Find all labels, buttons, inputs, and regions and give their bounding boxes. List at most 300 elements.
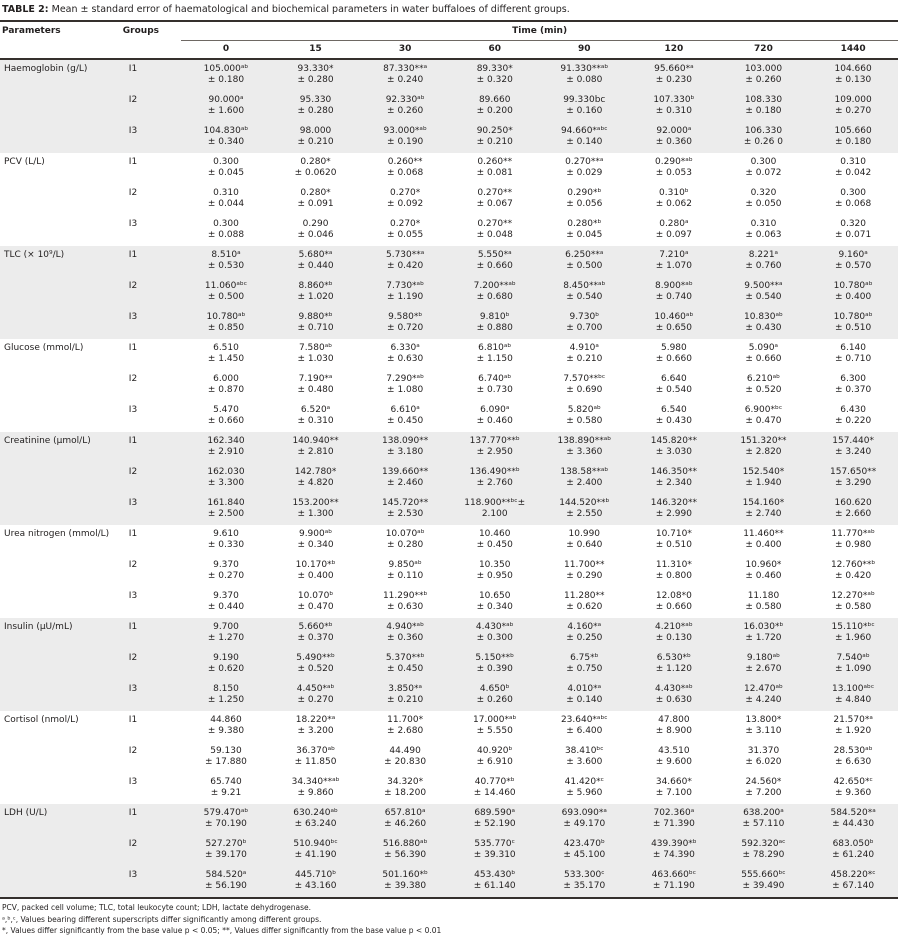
value-cell <box>450 308 540 339</box>
value-cell <box>808 59 898 91</box>
value-cell <box>450 153 540 184</box>
mean-value: 42.650*ᶜ <box>833 777 873 787</box>
mean-value: 0.300 <box>840 188 866 198</box>
value-cell <box>719 587 809 618</box>
mean-value: 145.820** <box>650 436 697 446</box>
standard-error-value: ± 2.530 <box>387 509 424 519</box>
value-cell <box>808 835 898 866</box>
table-row <box>0 184 898 215</box>
value-cell <box>181 742 271 773</box>
mean-value: 95.330 <box>299 95 332 105</box>
mean-value: 9.700 <box>213 622 239 632</box>
value-cell <box>808 866 898 897</box>
mean-value: 18.220*ᵃ <box>295 715 336 725</box>
standard-error-value: ± 0.390 <box>476 664 513 674</box>
value-cell <box>271 463 361 494</box>
value-cell <box>360 215 450 246</box>
mean-value: 17.000*ᵃᵇ <box>473 715 517 725</box>
mean-value: 99.330bc <box>563 95 606 105</box>
value-cell <box>808 680 898 711</box>
value-cell <box>450 773 540 804</box>
standard-error-value: ± 2.340 <box>655 478 692 488</box>
mean-value: 6.250**ᵃ <box>565 250 604 260</box>
standard-error-value: ± 1.920 <box>835 726 872 736</box>
standard-error-value: ± 2.460 <box>387 478 424 488</box>
standard-error-value: ± 0.680 <box>476 292 513 302</box>
table-row <box>0 680 898 711</box>
value-cell <box>181 649 271 680</box>
group-label: I2 <box>128 746 138 756</box>
value-cell <box>450 866 540 897</box>
value-cell <box>808 432 898 463</box>
standard-error-value: ± 8.900 <box>655 726 692 736</box>
value-cell <box>360 804 450 835</box>
mean-value: 44.490 <box>389 746 421 756</box>
mean-value: 34.320* <box>387 777 424 787</box>
mean-value: 98.000 <box>299 126 332 136</box>
mean-value: 501.160*ᵇ <box>382 870 428 880</box>
mean-value: 8.510ᵃ <box>211 250 241 260</box>
standard-error-value: ± 46.260 <box>384 819 427 829</box>
standard-error-value: ± 0.470 <box>297 602 334 612</box>
table-row <box>0 618 898 649</box>
mean-value: 90.000ᵃ <box>208 95 244 105</box>
group-label: I2 <box>128 653 138 663</box>
mean-value: 11.290**ᵇ <box>382 591 428 601</box>
mean-value: 6.900*ᵇᶜ <box>744 405 783 415</box>
mean-value: 4.430*ᵃᵇ <box>475 622 514 632</box>
standard-error-value: ± 5.550 <box>476 726 513 736</box>
mean-value: 8.860*ᵇ <box>298 281 333 291</box>
standard-error-value: ± 0.130 <box>655 633 692 643</box>
table-row <box>0 556 898 587</box>
table-row <box>0 742 898 773</box>
mean-value: 702.360ᵃ <box>653 808 695 818</box>
mean-value: 4.210*ᵃᵇ <box>655 622 693 632</box>
value-cell <box>540 308 630 339</box>
value-cell <box>360 525 450 556</box>
group-label: I2 <box>128 560 138 570</box>
value-cell <box>540 556 630 587</box>
standard-error-value: ± 0.710 <box>297 323 334 333</box>
mean-value: 0.310ᵇ <box>659 188 689 198</box>
standard-error-value: ± 0.660 <box>655 602 692 612</box>
mean-value: 6.000 <box>213 374 239 384</box>
mean-value: 11.770*ᵃᵇ <box>831 529 875 539</box>
group-label: I1 <box>128 436 138 446</box>
mean-value: 6.740ᵃᵇ <box>478 374 512 384</box>
mean-value: 555.660ᵇᶜ <box>741 870 786 880</box>
value-cell <box>719 649 809 680</box>
table-row <box>0 215 898 246</box>
value-cell <box>450 494 540 525</box>
standard-error-value: ± 2.810 <box>297 447 334 457</box>
standard-error-value: ± 0.950 <box>476 571 513 581</box>
mean-value: 4.940*ᵃᵇ <box>386 622 424 632</box>
mean-value: 138.58**ᵃᵇ <box>560 467 609 477</box>
value-cell <box>629 494 719 525</box>
standard-error-value: ± 61.240 <box>832 850 875 860</box>
standard-error-value: ± 0.660 <box>745 354 782 364</box>
standard-error-value: ± 0.650 <box>655 323 692 333</box>
standard-error-value: ± 0.210 <box>297 137 334 147</box>
mean-value: 105.660 <box>834 126 872 136</box>
value-cell <box>629 308 719 339</box>
value-cell <box>808 649 898 680</box>
value-cell <box>540 339 630 370</box>
mean-value: 16.030*ᵇ <box>743 622 784 632</box>
header-parameters: Parameters <box>2 26 61 36</box>
value-cell <box>629 370 719 401</box>
parameter-label: Glucose (mmol/L) <box>4 343 84 353</box>
standard-error-value: ± 2.950 <box>476 447 513 457</box>
standard-error-value: ± 61.140 <box>473 881 516 891</box>
value-cell <box>450 680 540 711</box>
mean-value: 6.530*ᵇ <box>656 653 691 663</box>
standard-error-value: ± 3.110 <box>745 726 782 736</box>
value-cell <box>450 91 540 122</box>
standard-error-value: ± 0.420 <box>387 261 424 271</box>
parameter-label: Urea nitrogen (mmol/L) <box>4 529 110 539</box>
standard-error-value: ± 1.450 <box>207 354 245 364</box>
standard-error-value: ± 0.630 <box>387 354 424 364</box>
mean-value: 0.290*ᵃᵇ <box>655 157 693 167</box>
standard-error-value: ± 0.880 <box>476 323 513 333</box>
standard-error-value: ± 0.130 <box>835 75 872 85</box>
value-cell <box>540 680 630 711</box>
standard-error-value: ± 0.400 <box>297 571 334 581</box>
value-cell <box>360 866 450 897</box>
standard-error-value: ± 39.170 <box>205 850 247 860</box>
mean-value: 162.030 <box>207 467 245 477</box>
mean-value: 0.280ᵃ <box>659 219 689 229</box>
value-cell <box>450 277 540 308</box>
standard-error-value: ± 0.730 <box>476 385 513 395</box>
table-row <box>0 525 898 556</box>
standard-error-value: ± 0.340 <box>207 137 245 147</box>
table-row <box>0 649 898 680</box>
mean-value: 0.320 <box>750 188 777 198</box>
value-cell <box>181 432 271 463</box>
standard-error-value: ± 0.430 <box>745 323 782 333</box>
mean-value: 152.540* <box>742 467 785 477</box>
value-cell <box>629 866 719 897</box>
value-cell <box>808 339 898 370</box>
value-cell <box>360 277 450 308</box>
value-cell <box>629 680 719 711</box>
mean-value: 4.650ᵇ <box>479 684 510 694</box>
standard-error-value: ± 0.071 <box>835 230 872 240</box>
value-cell <box>450 246 540 277</box>
value-cell <box>271 618 361 649</box>
standard-error-value: ± 0.097 <box>655 230 692 240</box>
value-cell <box>808 587 898 618</box>
mean-value: 23.640*ᵃᵇᶜ <box>560 715 608 725</box>
value-cell <box>360 91 450 122</box>
standard-error-value: ± 0.063 <box>745 230 782 240</box>
footnote-abbreviations: PCV, packed cell volume; TLC, total leukocyte count; LDH, lactate dehydrogenase. <box>2 903 312 912</box>
mean-value: 10.650 <box>478 591 511 601</box>
group-label: I2 <box>128 467 138 477</box>
group-label: I3 <box>128 126 138 136</box>
value-cell <box>271 494 361 525</box>
mean-value: 0.270** <box>477 219 513 229</box>
mean-value: 8.150 <box>213 684 239 694</box>
standard-error-value: ± 0.072 <box>745 168 782 178</box>
value-cell <box>360 401 450 432</box>
standard-error-value: ± 0.570 <box>835 261 872 271</box>
value-cell <box>719 618 809 649</box>
mean-value: 139.660** <box>382 467 429 477</box>
mean-value: 3.850*ᵃ <box>388 684 423 694</box>
standard-error-value: ± 0.110 <box>387 571 424 581</box>
standard-error-value: ± 18.200 <box>384 788 427 798</box>
standard-error-value: ± 0.500 <box>207 292 245 302</box>
mean-value: 9.580*ᵇ <box>388 312 423 322</box>
mean-value: 10.460 <box>478 529 511 539</box>
mean-value: 103.000 <box>744 64 783 74</box>
value-cell <box>271 556 361 587</box>
standard-error-value: ± 0.180 <box>207 75 245 85</box>
standard-error-value: ± 0.510 <box>655 540 692 550</box>
standard-error-value: ± 0.980 <box>835 540 872 550</box>
footnotes <box>0 899 898 942</box>
standard-error-value: ± 0.140 <box>566 695 603 705</box>
mean-value: 11.310* <box>655 560 692 570</box>
standard-error-value: ± 70.190 <box>205 819 247 829</box>
standard-error-value: ± 0.048 <box>476 230 513 240</box>
standard-error-value: ± 0.330 <box>207 540 245 550</box>
value-cell <box>360 835 450 866</box>
table-row <box>0 711 898 742</box>
standard-error-value: ± 74.390 <box>652 850 695 860</box>
value-cell <box>360 246 450 277</box>
value-cell <box>271 184 361 215</box>
mean-value: 638.200ᵃ <box>743 808 784 818</box>
standard-error-value: ± 0.580 <box>566 416 603 426</box>
mean-value: 160.620 <box>834 498 872 508</box>
table-row <box>0 587 898 618</box>
standard-error-value: ± 6.400 <box>566 726 603 736</box>
value-cell <box>271 804 361 835</box>
mean-value: 13.100ᵃᵇᶜ <box>832 684 875 694</box>
standard-error-value: ± 11.850 <box>294 757 337 767</box>
value-cell <box>629 339 719 370</box>
group-label: I1 <box>128 622 138 632</box>
standard-error-value: ± 0.510 <box>835 323 872 333</box>
standard-error-value: ± 0.029 <box>566 168 603 178</box>
standard-error-value: ± 0.045 <box>207 168 245 178</box>
parameters-table <box>0 22 898 897</box>
standard-error-value: ± 17.880 <box>205 757 247 767</box>
standard-error-value: ± 0.067 <box>476 199 513 209</box>
mean-value: 9.160ᵃ <box>838 250 868 260</box>
mean-value: 6.520ᵃ <box>300 405 331 415</box>
group-label: I1 <box>128 250 138 260</box>
mean-value: 458.220*ᶜ <box>830 870 876 880</box>
standard-error-value: ± 0.092 <box>387 199 424 209</box>
value-cell <box>450 711 540 742</box>
value-cell <box>629 184 719 215</box>
mean-value: 0.310 <box>213 188 239 198</box>
value-cell <box>808 618 898 649</box>
value-cell <box>271 587 361 618</box>
value-cell <box>540 711 630 742</box>
mean-value: 92.000ᵃ <box>656 126 692 136</box>
value-cell <box>629 556 719 587</box>
mean-value: 151.320** <box>740 436 787 446</box>
value-cell <box>629 804 719 835</box>
standard-error-value: ± 0.210 <box>566 354 603 364</box>
table-row <box>0 308 898 339</box>
standard-error-value: ± 0.210 <box>476 137 513 147</box>
standard-error-value: ± 5.960 <box>566 788 603 798</box>
mean-value: 106.330 <box>744 126 783 136</box>
value-cell <box>540 401 630 432</box>
value-cell <box>808 215 898 246</box>
mean-value: 0.270* <box>390 188 421 198</box>
value-cell <box>181 370 271 401</box>
value-cell <box>360 184 450 215</box>
mean-value: 8.900*ᵃᵇ <box>655 281 693 291</box>
standard-error-value: ± 0.091 <box>297 199 334 209</box>
standard-error-value: 2.100 <box>481 509 508 519</box>
standard-error-value: ± 0.870 <box>207 385 245 395</box>
table-row <box>0 804 898 835</box>
value-cell <box>181 587 271 618</box>
standard-error-value: ± 1.120 <box>655 664 692 674</box>
value-cell <box>719 494 809 525</box>
mean-value: 9.190 <box>213 653 239 663</box>
standard-error-value: ± 2.500 <box>207 509 245 519</box>
value-cell <box>629 742 719 773</box>
value-cell <box>181 711 271 742</box>
standard-error-value: ± 0.220 <box>835 416 872 426</box>
value-cell <box>540 91 630 122</box>
group-label: I3 <box>128 870 138 880</box>
value-cell <box>719 246 809 277</box>
parameter-label: TLC (× 10⁹/L) <box>4 250 65 260</box>
standard-error-value: ± 0.540 <box>566 292 603 302</box>
standard-error-value: ± 0.430 <box>655 416 692 426</box>
standard-error-value: ± 49.170 <box>563 819 606 829</box>
value-cell <box>808 91 898 122</box>
value-cell <box>540 742 630 773</box>
mean-value: 28.530ᵃᵇ <box>833 746 873 756</box>
standard-error-value: ± 0.710 <box>835 354 872 364</box>
mean-value: 0.310 <box>750 219 777 229</box>
value-cell <box>629 618 719 649</box>
value-cell <box>360 153 450 184</box>
mean-value: 10.780ᵃᵇ <box>833 281 873 291</box>
standard-error-value: ± 2.820 <box>745 447 782 457</box>
value-cell <box>540 525 630 556</box>
value-cell <box>719 835 809 866</box>
standard-error-value: ± 1.020 <box>297 292 334 302</box>
value-cell <box>181 339 271 370</box>
value-cell <box>271 711 361 742</box>
standard-error-value: ± 0.660 <box>655 354 692 364</box>
mean-value: 6.640 <box>660 374 687 384</box>
value-cell <box>629 432 719 463</box>
mean-value: 7.570**ᵇᶜ <box>563 374 606 384</box>
standard-error-value: ± 39.380 <box>384 881 427 891</box>
value-cell <box>271 401 361 432</box>
value-cell <box>540 122 630 153</box>
standard-error-value: ± 0.062 <box>655 199 692 209</box>
value-cell <box>450 649 540 680</box>
mean-value: 11.180 <box>747 591 780 601</box>
group-label: I3 <box>128 498 138 508</box>
mean-value: 41.420*ᶜ <box>564 777 604 787</box>
header-time-60: 60 <box>488 44 501 54</box>
standard-error-value: ± 1.600 <box>207 106 245 116</box>
mean-value: 0.270** <box>477 188 513 198</box>
standard-error-value: ± 0.250 <box>566 633 603 643</box>
value-cell <box>271 432 361 463</box>
value-cell <box>360 463 450 494</box>
table-row <box>0 773 898 804</box>
standard-error-value: ± 0.620 <box>207 664 245 674</box>
standard-error-value: ± 2.740 <box>745 509 782 519</box>
value-cell <box>181 215 271 246</box>
mean-value: 104.660 <box>834 64 872 74</box>
standard-error-value: ± 0.420 <box>835 571 872 581</box>
value-cell <box>450 463 540 494</box>
standard-error-value: ± 1.070 <box>655 261 692 271</box>
mean-value: 7.580ᵃᵇ <box>298 343 333 353</box>
standard-error-value: ± 2.760 <box>476 478 513 488</box>
table-row <box>0 866 898 897</box>
standard-error-value: ± 7.200 <box>745 788 782 798</box>
value-cell <box>540 463 630 494</box>
value-cell <box>181 680 271 711</box>
mean-value: 6.090ᵃ <box>480 405 510 415</box>
value-cell <box>360 773 450 804</box>
mean-value: 6.810ᵃᵇ <box>478 343 512 353</box>
standard-error-value: ± 0.460 <box>476 416 513 426</box>
group-label: I3 <box>128 591 138 601</box>
standard-error-value: ± 1.940 <box>745 478 782 488</box>
standard-error-value: ± 4.820 <box>297 478 334 488</box>
standard-error-value: ± 0.480 <box>297 385 334 395</box>
standard-error-value: ± 0.540 <box>655 385 692 395</box>
mean-value: 693.090*ᵃ <box>561 808 607 818</box>
value-cell <box>450 587 540 618</box>
mean-value: 689.590ᵃ <box>474 808 516 818</box>
mean-value: 0.280* <box>300 188 331 198</box>
value-cell <box>450 804 540 835</box>
standard-error-value: ± 0.470 <box>745 416 782 426</box>
value-cell <box>808 370 898 401</box>
mean-value: 10.070ᵇ <box>297 591 334 601</box>
standard-error-value: ± 0.520 <box>297 664 334 674</box>
mean-value: 9.810ᵇ <box>479 312 510 322</box>
header-groups: Groups <box>122 26 160 36</box>
standard-error-value: ± 2.910 <box>207 447 245 457</box>
standard-error-value: ± 0.320 <box>476 75 513 85</box>
mean-value: 94.660*ᵃᵇᶜ <box>560 126 608 136</box>
mean-value: 89.330* <box>476 64 513 74</box>
standard-error-value: ± 9.860 <box>297 788 334 798</box>
standard-error-value: ± 20.830 <box>384 757 427 767</box>
standard-error-value: ± 0.200 <box>476 106 513 116</box>
mean-value: 38.410ᵇᶜ <box>564 746 604 756</box>
value-cell <box>181 122 271 153</box>
mean-value: 6.210ᵃᵇ <box>746 374 781 384</box>
value-cell <box>719 525 809 556</box>
header-time-720: 720 <box>754 44 773 54</box>
